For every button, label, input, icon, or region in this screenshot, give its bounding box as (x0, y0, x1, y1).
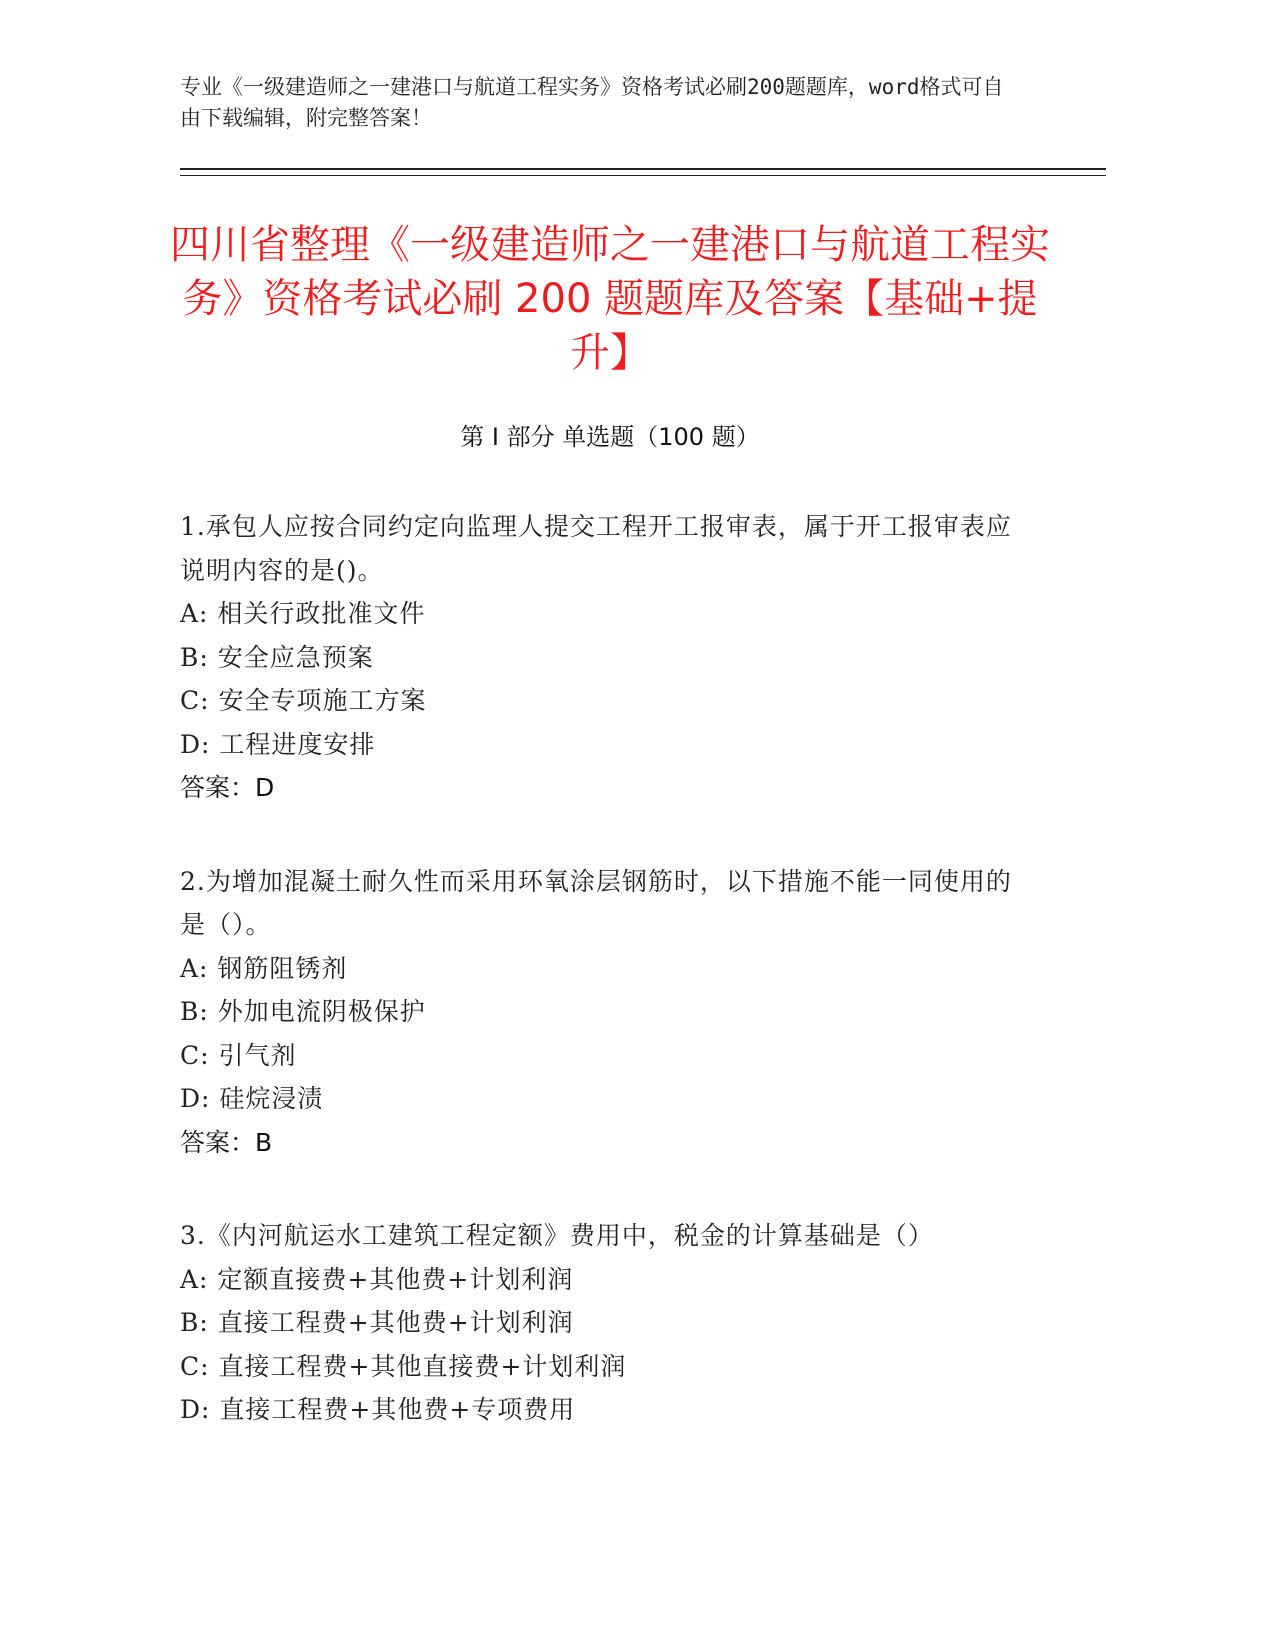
option-a: A: 相关行政批准文件 (180, 599, 426, 628)
question-3 (180, 1214, 1030, 1432)
option-a: A: 钢筋阻锈剂 (180, 953, 348, 983)
question-stem: 2.为增加混凝土耐久性而采用环氧涂层钢筋时，以下措施不能一同使用的是（）。 (180, 866, 1012, 939)
option-c: C: 安全专项施工方案 (180, 686, 427, 715)
option-b: B: 直接工程费+其他费+计划利润 (180, 1308, 574, 1337)
answer: 答案：D (180, 773, 275, 802)
option-d: D: 工程进度安排 (180, 729, 376, 759)
header-divider-thin (180, 175, 1106, 176)
question-stem: 1.承包人应按合同约定向监理人提交工程开工报审表，属于开工报审表应说明内容的是()。 (180, 512, 1012, 585)
option-d: D: 直接工程费+其他费+专项费用 (180, 1395, 576, 1424)
question-2 (180, 860, 1030, 1165)
header-note: 专业《一级建造师之一建港口与航道工程实务》资格考试必刷200题题库，word格式可自由下载编辑，附完整答案！ (180, 75, 1004, 130)
question-stem: 3.《内河航运水工建筑工程定额》费用中，税金的计算基础是（） (180, 1221, 934, 1250)
option-b: B: 安全应急预案 (180, 642, 374, 672)
question-list (180, 505, 1030, 1482)
document-title: 四川省整理《一级建造师之一建港口与航道工程实务》资格考试必刷 200 题题库及答案【基础+提升】 (170, 222, 1050, 376)
option-a: A: 定额直接费+其他费+计划利润 (180, 1264, 574, 1294)
option-c: C: 引气剂 (180, 1040, 297, 1070)
section-title: 第 I 部分 单选题（100 题） (460, 423, 760, 451)
option-b: B: 外加电流阴极保护 (180, 997, 426, 1026)
option-d: D: 硅烷浸渍 (180, 1084, 324, 1113)
question-1 (180, 505, 1030, 810)
answer: 答案：B (180, 1127, 273, 1157)
option-c: C: 直接工程费+其他直接费+计划利润 (180, 1351, 627, 1381)
header-divider-thick (180, 168, 1106, 170)
